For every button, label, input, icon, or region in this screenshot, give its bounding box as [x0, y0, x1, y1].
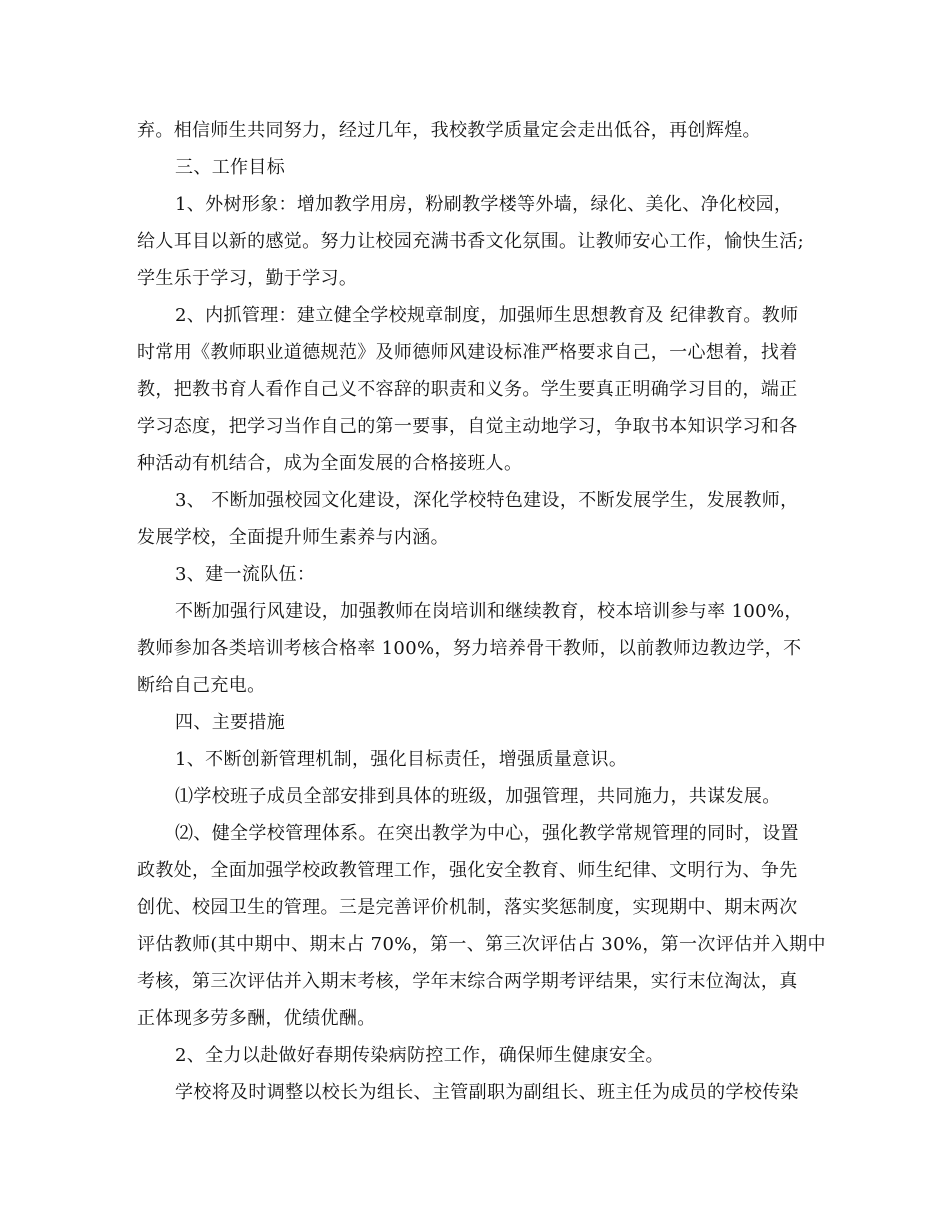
text-line: 2、内抓管理：建立健全学校规章制度，加强师生思想教育及 纪律教育。教师	[175, 305, 799, 326]
text-line: 1、外树形象：增加教学用房，粉刷教学楼等外墙，绿化、美化、净化校园，	[175, 194, 793, 215]
text-line: 弃。相信师生共同努力，经过几年，我校教学质量定会走出低谷，再创辉煌。	[137, 120, 761, 141]
text-line: 时常用《教师职业道德规范》及师德师风建设标准严格要求自己，一心想着，找着	[137, 342, 798, 363]
text-line: 种活动有机结合，成为全面发展的合格接班人。	[137, 453, 523, 474]
text-line: 3、建一流队伍：	[175, 564, 316, 585]
section-heading: 四、主要措施	[175, 712, 286, 733]
text-line: 政教处，全面加强学校政教管理工作，强化安全教育、师生纪律、文明行为、争先	[137, 860, 798, 881]
text-line: 考核，第三次评估并入期末考核，学年末综合两学期考评结果，实行末位淘汰，真	[137, 971, 798, 992]
text-line: 正体现多劳多酬，优绩优酬。	[137, 1008, 376, 1029]
text-line: ⑵、健全学校管理体系。在突出教学为中心，强化教学常规管理的同时，设置	[175, 823, 799, 844]
text-line: 创优、校园卫生的管理。三是完善评价机制，落实奖惩制度，实现期中、期末两次	[137, 897, 798, 918]
text-line: 学习态度，把学习当作自己的第一要事，自觉主动地学习，争取书本知识学习和各	[137, 416, 798, 437]
text-line: 教师参加各类培训考核合格率 100%，努力培养骨干教师，以前教师边教边学，不	[137, 638, 802, 659]
section-heading: 三、工作目标	[175, 157, 286, 178]
text-line: 学校将及时调整以校长为组长、主管副职为副组长、班主任为成员的学校传染	[175, 1082, 799, 1103]
text-line: 学生乐于学习，勤于学习。	[137, 268, 358, 289]
text-line: 1、不断创新管理机制，强化目标责任，增强质量意识。	[175, 749, 628, 770]
text-line: 发展学校，全面提升师生素养与内涵。	[137, 527, 449, 548]
text-line: 3、 不断加强校园文化建设，深化学校特色建设，不断发展学生，发展教师，	[175, 490, 799, 511]
text-line: 教，把教书育人看作自己义不容辞的职责和义务。学生要真正明确学习目的，端正	[137, 379, 798, 400]
text-line: 断给自己充电。	[137, 675, 266, 696]
text-line: 评估教师(其中期中、期末占 70%，第一、第三次评估占 30%，第一次评估并入期中	[137, 934, 826, 955]
text-line: 不断加强行风建设，加强教师在岗培训和继续教育，校本培训参与率 100%，	[175, 601, 803, 622]
text-line: 给人耳目以新的感觉。努力让校园充满书香文化氛围。让教师安心工作，愉快生活;	[137, 231, 805, 252]
text-line: ⑴学校班子成员全部安排到具体的班级，加强管理，共同施力，共谋发展。	[175, 786, 781, 807]
text-line: 2、全力以赴做好春期传染病防控工作，确保师生健康安全。	[175, 1045, 664, 1066]
